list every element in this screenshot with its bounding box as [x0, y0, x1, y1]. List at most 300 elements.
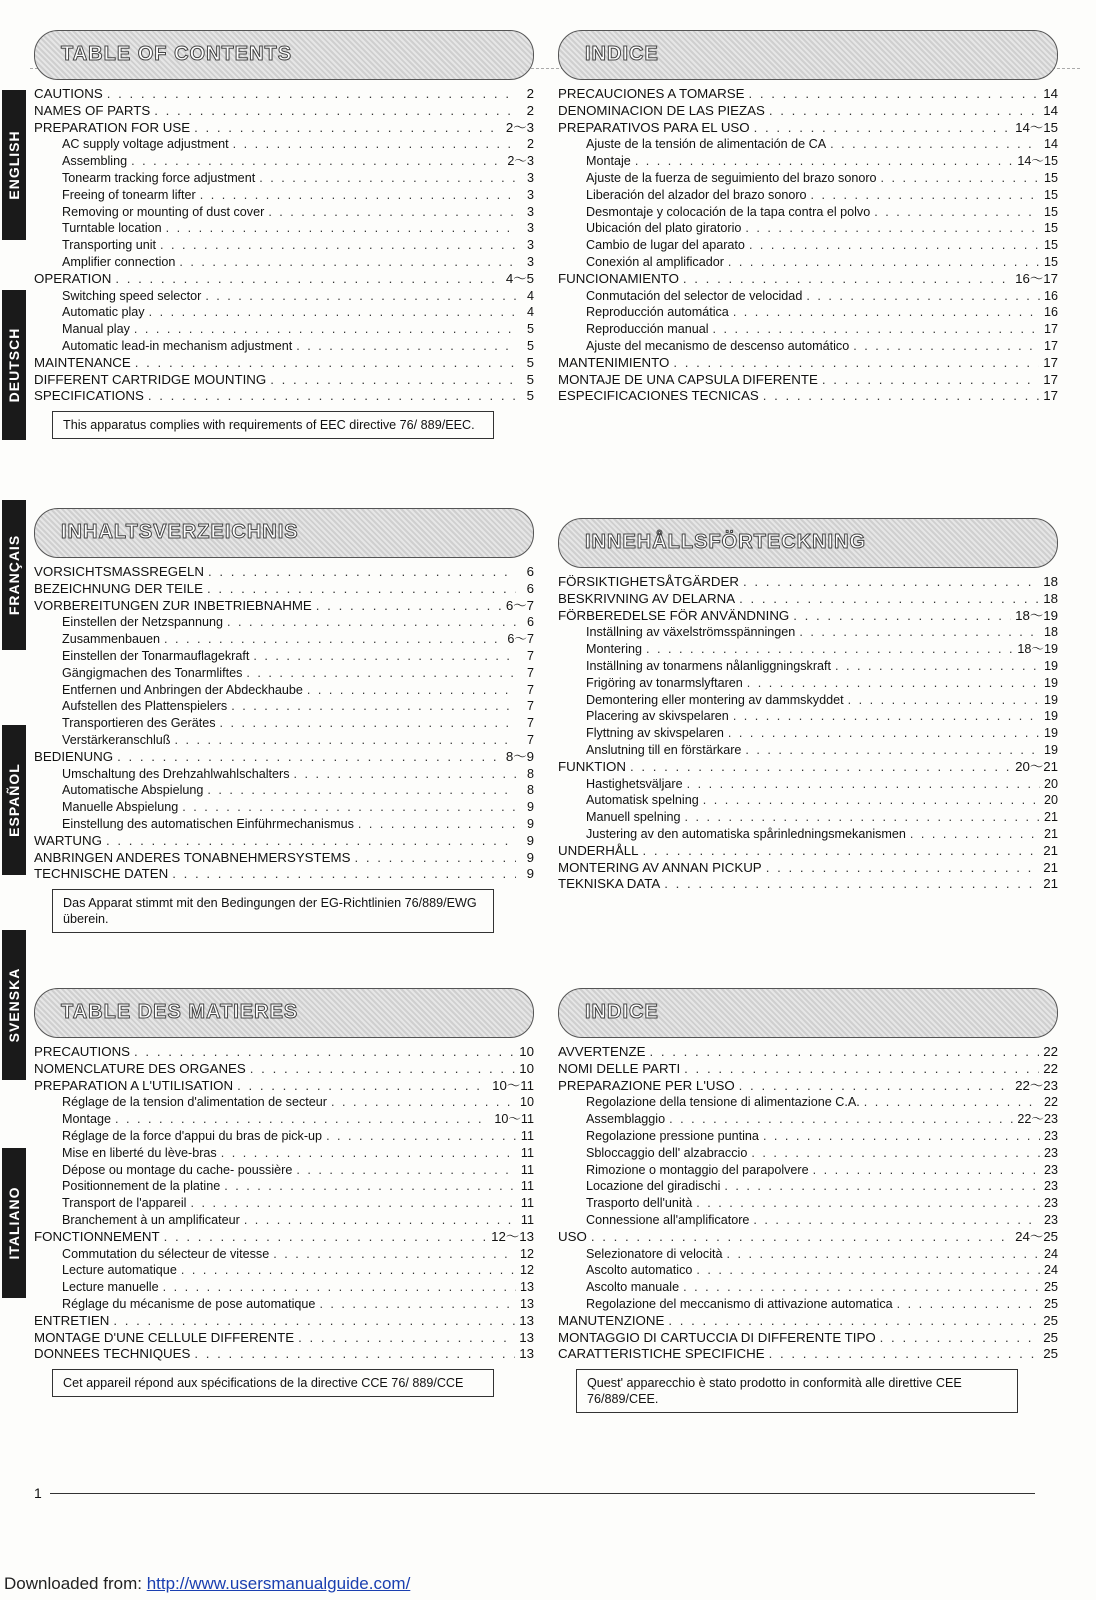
toc-entry-page: 15 — [1043, 238, 1058, 253]
toc-entry-label: Montering — [586, 642, 643, 657]
toc-entry-label: Freeing of tonearm lifter — [62, 187, 196, 202]
leader-dots — [897, 1296, 1040, 1313]
page-rule — [50, 1493, 1035, 1494]
leader-dots — [160, 237, 516, 254]
leader-dots — [664, 876, 1039, 893]
toc-entry-label: BEDIENUNG — [34, 748, 114, 764]
toc-entry-label: Entfernen und Anbringen der Abdeckhaube — [62, 682, 303, 697]
toc-entry-page: 11 — [520, 1145, 534, 1160]
toc-entry — [34, 1212, 534, 1229]
toc-entry-label: WARTUNG — [34, 832, 102, 848]
toc-entry-label: Einstellung des automatischen Einführmechanismus — [62, 816, 354, 831]
toc-entry-label: BESKRIVNING AV DELARNA — [558, 590, 736, 606]
leader-dots — [115, 1111, 490, 1128]
leader-dots — [316, 598, 502, 615]
toc-entry — [558, 675, 1058, 692]
leader-dots — [745, 742, 1040, 759]
toc-entry-page: 4 — [526, 305, 534, 320]
leader-dots — [739, 591, 1039, 608]
leader-dots — [307, 682, 516, 699]
toc-entry-label: Regolazione della tensione di alimentazione C.A. — [586, 1095, 860, 1110]
toc-entry-label: Selezionatore di velocità — [586, 1246, 723, 1261]
toc-entry-page: 16 — [1043, 305, 1058, 320]
toc-entry — [558, 187, 1058, 204]
leader-dots — [754, 120, 1011, 137]
toc-entry-label: Inställning av växelströmsspänningen — [586, 625, 796, 640]
toc-entry-label: BEZEICHNUNG DER TEILE — [34, 580, 203, 596]
toc-entry-page: 10 — [519, 1095, 534, 1110]
leader-dots — [728, 254, 1040, 271]
toc-entry-label: FONCTIONNEMENT — [34, 1228, 160, 1244]
toc-entry-page: 23 — [1043, 1196, 1058, 1211]
toc-entry — [34, 732, 534, 749]
toc-entry — [34, 833, 534, 850]
leader-dots — [259, 170, 516, 187]
leader-dots — [806, 288, 1040, 305]
toc-entry-label: Ajuste de la fuerza de seguimiento del brazo sonoro — [586, 170, 877, 185]
toc-entry-label: Reproducción automática — [586, 305, 729, 320]
toc-entry-label: Assemblaggio — [586, 1112, 666, 1127]
leader-dots — [763, 1128, 1040, 1145]
toc-entry — [558, 1212, 1058, 1229]
toc-entry — [558, 624, 1058, 641]
toc-entry-page: 20～21 — [1015, 758, 1058, 774]
toc-entry-label: Aufstellen des Plattenspielers — [62, 699, 228, 714]
toc-entry — [558, 372, 1058, 389]
toc-entry-label: NAMES OF PARTS — [34, 102, 151, 118]
toc-entry — [34, 388, 534, 405]
toc-entry — [558, 742, 1058, 759]
toc-entry-page: 18 — [1043, 590, 1058, 606]
footer-link[interactable]: http://www.usersmanualguide.com/ — [146, 1574, 411, 1593]
toc-entry — [558, 388, 1058, 405]
toc-entry — [34, 782, 534, 799]
section-header — [558, 518, 1058, 568]
toc-entry-label: MONTAJE DE UNA CAPSULA DIFERENTE — [558, 371, 818, 387]
leader-dots — [864, 1094, 1040, 1111]
toc-entry-page: 3 — [526, 254, 534, 269]
toc-entry-page: 19 — [1043, 709, 1058, 724]
toc-entry — [34, 338, 534, 355]
section-title: INDICE — [585, 1001, 659, 1023]
toc-entry-label: Zusammenbauen — [62, 632, 161, 647]
leader-dots — [205, 288, 516, 305]
section-header — [34, 30, 534, 80]
toc-entry-label: AC supply voltage adjustment — [62, 137, 229, 152]
leader-dots — [683, 271, 1011, 288]
toc-entry-page: 12 — [519, 1246, 534, 1261]
toc-entry-page: 3 — [526, 238, 534, 253]
toc-entry-page: 13 — [519, 1346, 534, 1362]
toc-entry — [558, 1262, 1058, 1279]
toc-entry-page: 19 — [1043, 726, 1058, 741]
toc-entry — [558, 1094, 1058, 1111]
toc-entry — [558, 254, 1058, 271]
toc-entry — [558, 153, 1058, 170]
leader-dots — [696, 1262, 1040, 1279]
toc-entry-label: MAINTENANCE — [34, 354, 131, 370]
toc-entry — [558, 103, 1058, 120]
toc-entry-page: 2～3 — [505, 119, 534, 135]
toc-entry — [34, 1296, 534, 1313]
leader-dots — [753, 1212, 1040, 1229]
leader-dots — [207, 581, 516, 598]
leader-dots — [358, 816, 516, 833]
toc-entry-page: 24 — [1043, 1246, 1058, 1261]
leader-dots — [822, 372, 1039, 389]
leader-dots — [270, 372, 516, 389]
toc-entry-label: Réglage du mécanisme de pose automatique — [62, 1296, 316, 1311]
toc-entry-label: MONTERING AV ANNAN PICKUP — [558, 859, 762, 875]
toc-entry-page: 2 — [526, 102, 534, 118]
toc-entry-label: Placering av skivspelaren — [586, 709, 729, 724]
toc-entry-page: 2～3 — [507, 154, 534, 169]
toc-entry — [558, 591, 1058, 608]
toc-entry-label: Conexión al amplificador — [586, 254, 724, 269]
toc-entry — [34, 204, 534, 221]
toc-entry-page: 8 — [526, 766, 534, 781]
toc-entry-label: USO — [558, 1228, 587, 1244]
leader-dots — [748, 86, 1039, 103]
toc-entry — [34, 698, 534, 715]
toc-entry-label: Automatic play — [62, 305, 145, 320]
toc-entry-label: Desmontaje y colocación de la tapa contra el polvo — [586, 204, 871, 219]
toc-entry — [558, 1296, 1058, 1313]
toc-entry — [558, 708, 1058, 725]
leader-dots — [630, 759, 1011, 776]
toc-entry — [558, 220, 1058, 237]
toc-entry-label: Transportieren des Gerätes — [62, 716, 216, 731]
toc-entry-label: Trasporto dell'unità — [586, 1196, 693, 1211]
leader-dots — [830, 136, 1040, 153]
toc-entry-label: MONTAGE D'UNE CELLULE DIFFERENTE — [34, 1329, 295, 1345]
toc-entry-label: Rimozione o montaggio del parapolvere — [586, 1162, 809, 1177]
toc-entry-label: ENTRETIEN — [34, 1312, 110, 1328]
toc-entry — [34, 1246, 534, 1263]
toc-entry-label: Regolazione del meccanismo di attivazione automatica — [586, 1296, 893, 1311]
leader-dots — [166, 220, 516, 237]
leader-dots — [749, 237, 1040, 254]
toc-entry — [34, 1330, 534, 1347]
toc-entry-page: 3 — [526, 221, 534, 236]
leader-dots — [175, 732, 517, 749]
toc-entry-label: Regolazione pressione puntina — [586, 1128, 759, 1143]
toc-entry-label: DIFFERENT CARTRIDGE MOUNTING — [34, 371, 267, 387]
leader-dots — [190, 1195, 516, 1212]
leader-dots — [745, 220, 1040, 237]
toc-entry-page: 6 — [526, 615, 534, 630]
leader-dots — [668, 1313, 1039, 1330]
toc-entry-page: 22 — [1043, 1095, 1058, 1110]
toc-entry-label: PREPARAZIONE PER L'USO — [558, 1077, 735, 1093]
toc-entry-page: 23 — [1043, 1212, 1058, 1227]
toc-entry — [558, 338, 1058, 355]
leader-dots — [733, 708, 1040, 725]
toc-entry-page: 16 — [1043, 288, 1058, 303]
toc-entry-label: Sbloccaggio dell' alzabraccio — [586, 1145, 748, 1160]
toc-entry-label: Positionnement de la platine — [62, 1179, 221, 1194]
toc-list — [558, 86, 1058, 405]
leader-dots — [331, 1094, 516, 1111]
leader-dots — [135, 355, 516, 372]
toc-entry-page: 8～9 — [505, 748, 534, 764]
toc-entry-label: NOMI DELLE PARTI — [558, 1060, 681, 1076]
toc-entry-label: PREPARATION A L'UTILISATION — [34, 1077, 234, 1093]
leader-dots — [728, 725, 1040, 742]
toc-section-francais — [34, 988, 534, 1397]
lang-tab-espanol: ESPAÑOL — [2, 725, 26, 875]
section-header — [558, 988, 1058, 1038]
toc-section-espanol — [558, 30, 1058, 405]
toc-entry — [558, 120, 1058, 137]
toc-entry — [34, 749, 534, 766]
toc-entry — [558, 204, 1058, 221]
toc-entry-page: 6～7 — [507, 632, 534, 647]
toc-entry — [558, 1178, 1058, 1195]
leader-dots — [296, 1162, 516, 1179]
toc-entry — [34, 581, 534, 598]
toc-entry-label: Lecture automatique — [62, 1263, 177, 1278]
toc-entry-page: 17 — [1043, 322, 1058, 337]
toc-entry-page: 13 — [519, 1296, 534, 1311]
toc-entry-label: Ubicación del plato giratorio — [586, 221, 742, 236]
toc-list — [34, 564, 534, 883]
toc-entry-page: 7 — [526, 665, 534, 680]
leader-dots — [769, 103, 1039, 120]
toc-entry-label: Montaje — [586, 154, 631, 169]
toc-entry-label: Lecture manuelle — [62, 1280, 159, 1295]
toc-entry-page: 18～19 — [1015, 607, 1058, 623]
toc-entry-label: Montage — [62, 1112, 112, 1127]
toc-entry-label: Removing or mounting of dust cover — [62, 204, 265, 219]
leader-dots — [319, 1296, 516, 1313]
toc-entry-page: 5 — [526, 354, 534, 370]
toc-entry-page: 3 — [526, 187, 534, 202]
toc-entry — [34, 614, 534, 631]
section-header — [34, 988, 534, 1038]
leader-dots — [673, 355, 1039, 372]
toc-entry-label: Turntable location — [62, 221, 162, 236]
leader-dots — [296, 338, 516, 355]
toc-entry — [34, 355, 534, 372]
toc-entry-label: ESPECIFICACIONES TECNICAS — [558, 388, 759, 404]
toc-entry-page: 20 — [1043, 776, 1058, 791]
toc-entry — [34, 1346, 534, 1363]
toc-entry-label: Liberación del alzador del brazo sonoro — [586, 187, 807, 202]
toc-entry-page: 7 — [526, 716, 534, 731]
toc-entry — [34, 237, 534, 254]
toc-entry-label: DONNEES TECHNIQUES — [34, 1346, 191, 1362]
toc-entry-page: 14～15 — [1015, 119, 1058, 135]
toc-entry-page: 9 — [526, 866, 534, 882]
section-header — [558, 30, 1058, 80]
toc-entry-label: FÖRBEREDELSE FÖR ANVÄNDNING — [558, 607, 790, 623]
leader-dots — [635, 153, 1014, 170]
toc-entry-label: UNDERHÅLL — [558, 842, 639, 858]
toc-entry — [34, 1128, 534, 1145]
leader-dots — [179, 254, 516, 271]
toc-entry-page: 13 — [519, 1280, 534, 1295]
toc-entry — [558, 1078, 1058, 1095]
toc-entry-label: VORBEREITUNGEN ZUR INBETRIEBNAHME — [34, 597, 312, 613]
toc-entry — [34, 1262, 534, 1279]
toc-entry-label: SPECIFICATIONS — [34, 388, 144, 404]
toc-entry — [34, 86, 534, 103]
leader-dots — [113, 1313, 515, 1330]
toc-section-english — [34, 30, 534, 439]
toc-entry-label: Switching speed selector — [62, 288, 202, 303]
leader-dots — [743, 574, 1039, 591]
toc-entry-label: Réglage de la force d'appui du bras de pick-up — [62, 1128, 323, 1143]
leader-dots — [207, 782, 516, 799]
toc-entry-label: MONTAGGIO DI CARTUCCIA DI DIFFERENTE TIPO — [558, 1329, 876, 1345]
toc-entry-page: 16～17 — [1015, 270, 1058, 286]
toc-entry — [34, 254, 534, 271]
leader-dots — [294, 766, 517, 783]
toc-entry — [558, 658, 1058, 675]
toc-entry-label: Réglage de la tension d'alimentation de secteur — [62, 1095, 327, 1110]
lang-tab-francais: FRANÇAIS — [2, 500, 26, 650]
toc-section-deutsch — [34, 508, 534, 933]
toc-entry-label: MANTENIMIENTO — [558, 354, 670, 370]
toc-entry-label: PREPARATION FOR USE — [34, 119, 191, 135]
leader-dots — [208, 564, 516, 581]
toc-entry — [558, 136, 1058, 153]
toc-entry-label: Dépose ou montage du cache- poussière — [62, 1162, 293, 1177]
toc-entry-page: 8 — [526, 783, 534, 798]
toc-entry-page: 9 — [526, 816, 534, 831]
section-title: TABLE OF CONTENTS — [61, 43, 293, 65]
toc-entry-page: 18 — [1043, 574, 1058, 589]
toc-entry-label: Branchement à un amplificateur — [62, 1212, 240, 1227]
toc-entry-page: 6 — [526, 580, 534, 596]
toc-entry — [558, 1246, 1058, 1263]
toc-entry — [558, 776, 1058, 793]
toc-entry — [34, 1195, 534, 1212]
toc-entry-page: 14 — [1043, 86, 1058, 101]
leader-dots — [244, 1212, 516, 1229]
toc-entry — [34, 1145, 534, 1162]
toc-entry-label: Automatisk spelning — [586, 793, 699, 808]
leader-dots — [835, 658, 1040, 675]
lang-tab-english: ENGLISH — [2, 90, 26, 240]
leader-dots — [799, 624, 1040, 641]
toc-entry-page: 11 — [520, 1162, 534, 1177]
toc-entry-page: 13 — [519, 1329, 534, 1345]
toc-entry-page: 7 — [526, 699, 534, 714]
toc-list — [558, 1044, 1058, 1363]
toc-entry-label: VORSICHTSMASSREGELN — [34, 564, 204, 579]
toc-entry-page: 13 — [519, 1312, 534, 1328]
toc-entry-label: Transport de l'appareil — [62, 1196, 187, 1211]
toc-entry-label: Umschaltung des Drehzahlwahlschalters — [62, 766, 290, 781]
toc-entry-page: 22～23 — [1015, 1077, 1058, 1093]
toc-list — [558, 574, 1058, 893]
toc-entry-label: ANBRINGEN ANDERES TONABNEHMERSYSTEMS — [34, 849, 351, 865]
toc-entry — [558, 355, 1058, 372]
toc-entry — [558, 843, 1058, 860]
leader-dots — [747, 675, 1040, 692]
toc-list — [34, 86, 534, 405]
toc-entry — [34, 564, 534, 581]
leader-dots — [669, 1111, 1013, 1128]
leader-dots — [793, 608, 1011, 625]
toc-entry-page: 10～11 — [494, 1112, 534, 1127]
leader-dots — [880, 1330, 1040, 1347]
toc-entry — [558, 876, 1058, 893]
leader-dots — [172, 866, 516, 883]
toc-entry-label: Reproducción manual — [586, 322, 709, 337]
lang-tab-svenska: SVENSKA — [2, 930, 26, 1080]
toc-entry-label: Manual play — [62, 322, 130, 337]
leader-dots — [106, 833, 516, 850]
toc-entry-label: TECHNISCHE DATEN — [34, 866, 169, 882]
toc-entry — [34, 1078, 534, 1095]
toc-entry-page: 2 — [526, 137, 534, 152]
toc-entry — [34, 682, 534, 699]
section-title: INDICE — [585, 43, 659, 65]
footer-prefix: Downloaded from: — [4, 1574, 147, 1593]
toc-entry — [34, 120, 534, 137]
leader-dots — [220, 715, 516, 732]
leader-dots — [646, 641, 1013, 658]
toc-entry — [558, 692, 1058, 709]
toc-entry-label: FÖRSIKTIGHETSÅTGÄRDER — [558, 574, 740, 589]
leader-dots — [853, 338, 1040, 355]
toc-entry-page: 24 — [1043, 1263, 1058, 1278]
toc-entry-page: 7 — [526, 682, 534, 697]
toc-entry — [558, 1128, 1058, 1145]
toc-entry-label: Flyttning av skivspelaren — [586, 726, 724, 741]
toc-entry-label: OPERATION — [34, 270, 112, 286]
toc-entry — [558, 1330, 1058, 1347]
toc-entry — [34, 766, 534, 783]
toc-entry-page: 5 — [526, 371, 534, 387]
toc-entry-label: Ajuste del mecanismo de descenso automático — [586, 338, 850, 353]
directive-note: This apparatus complies with requirements of EEC directive 76/ 889/EEC. — [52, 411, 494, 439]
leader-dots — [910, 826, 1040, 843]
toc-entry-label: PRECAUTIONS — [34, 1044, 131, 1059]
toc-entry-page: 11 — [520, 1179, 534, 1194]
leader-dots — [115, 271, 502, 288]
toc-entry-label: Gängigmachen des Tonarmliftes — [62, 665, 243, 680]
toc-entry — [34, 321, 534, 338]
leader-dots — [769, 1346, 1040, 1363]
toc-entry — [34, 1111, 534, 1128]
toc-entry-label: Einstellen der Netzspannung — [62, 615, 224, 630]
toc-entry — [34, 288, 534, 305]
language-tabs — [0, 0, 26, 1600]
toc-entry-page: 23 — [1043, 1128, 1058, 1143]
leader-dots — [107, 86, 516, 103]
toc-entry-page: 7 — [526, 648, 534, 663]
toc-entry — [34, 866, 534, 883]
page-number: 1 — [34, 1485, 42, 1501]
toc-entry-page: 12 — [519, 1263, 534, 1278]
leader-dots — [231, 698, 516, 715]
toc-entry — [558, 809, 1058, 826]
toc-entry — [558, 641, 1058, 658]
toc-entry-page: 21 — [1043, 842, 1058, 858]
toc-entry — [558, 170, 1058, 187]
toc-entry-page: 25 — [1043, 1346, 1058, 1362]
leader-dots — [685, 809, 1040, 826]
leader-dots — [649, 1044, 1039, 1061]
toc-section-svenska — [558, 518, 1058, 893]
leader-dots — [221, 1145, 516, 1162]
leader-dots — [354, 850, 516, 867]
toc-entry-page: 6 — [526, 564, 534, 579]
